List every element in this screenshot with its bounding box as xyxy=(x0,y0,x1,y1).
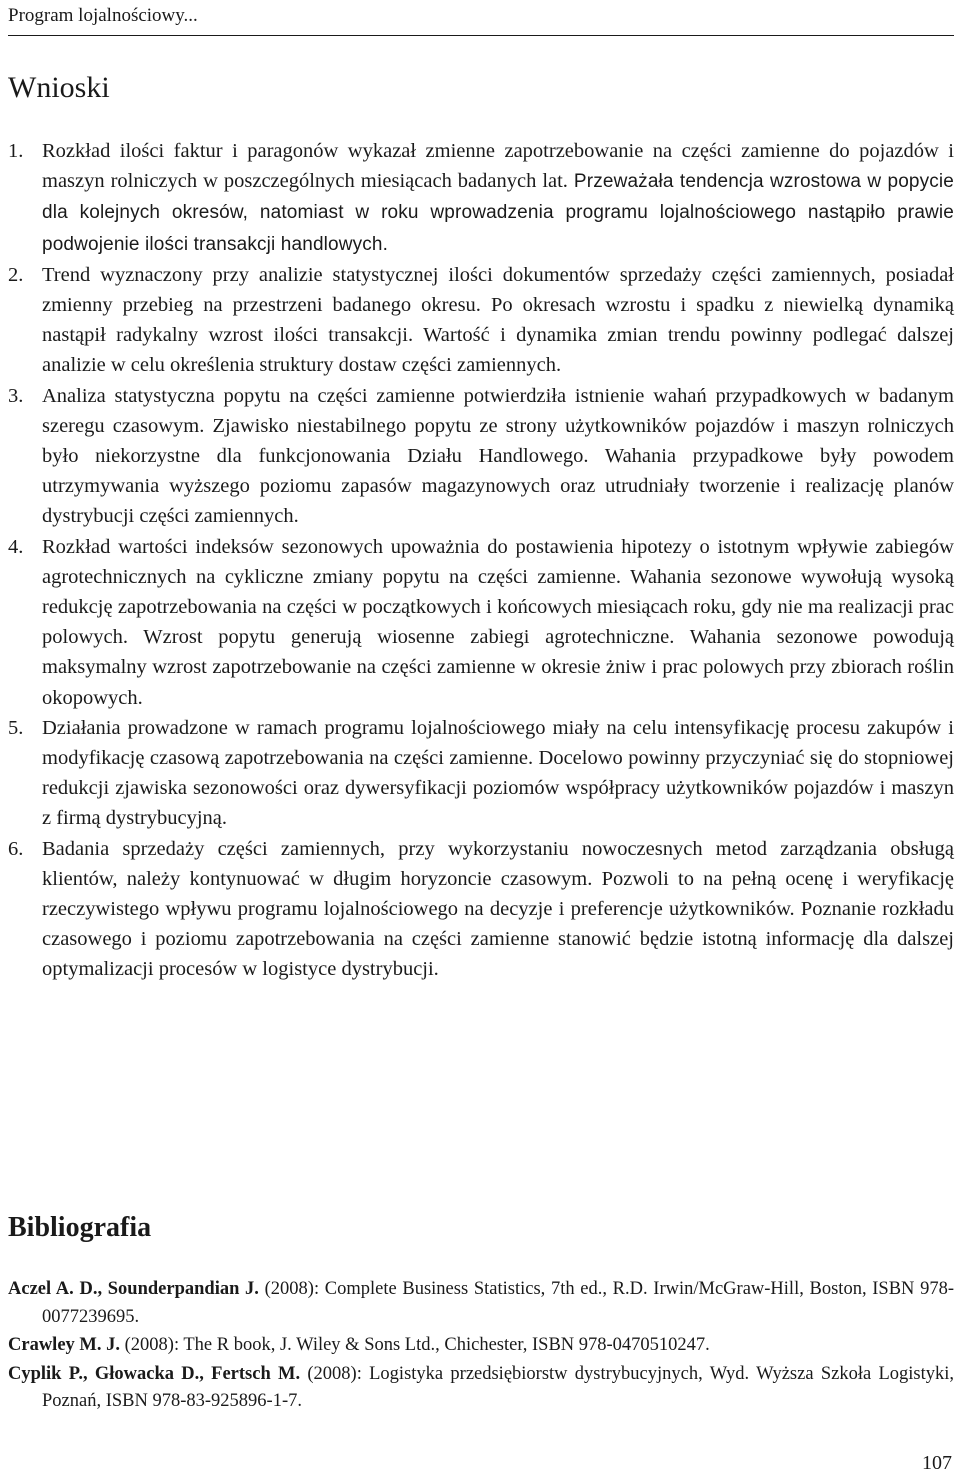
conclusion-text: Trend wyznaczony przy analizie statystycznej ilości dokumentów sprzedaży części zamiennych, posiadał zmienny przebieg na przestrzeni badanego okresu. Po okresach wzrostu i spadku z niewielką dynamiką nastąpił radykalny wzrost ilości transakcji. Wartość i dynamika zmian trendu powinny podlegać dalszej analizie w celu określenia struktury dostaw części zamiennych. xyxy=(42,263,954,377)
bibliography-title: Bibliografia xyxy=(8,1212,152,1243)
bibliography-authors: Aczel A. D., Sounderpandian J. xyxy=(8,1279,259,1299)
conclusion-item-3 xyxy=(8,381,954,532)
conclusions-title: Wnioski xyxy=(8,71,110,104)
conclusion-text: Badania sprzedaży części zamiennych, przy wykorzystaniu nowoczesnych metod zarządzania obsługą klientów, należy kontynuować w długim horyzoncie czasowym. Pozwoli to na pełną ocenę i weryfikację rzeczywistego wpływu programu lojalnościowego na decyzje i preferencje użytkowników. Poznanie rozkładu czasowego i poziomu zapotrzebowania na części zamienne stanowić będzie istotną informację dla dalszej optymalizacji procesów w logistyce dystrybucji. xyxy=(42,837,954,981)
bibliography-details: (2008): Logistyka przedsiębiorstw dystrybucyjnych, Wyd. Wyższa Szkoła Logistyki, Poznań, ISBN 978-83-925896-1-7. xyxy=(42,1363,954,1411)
conclusion-item-6 xyxy=(8,834,954,985)
conclusion-item-2 xyxy=(8,260,954,381)
bibliography-authors: Crawley M. J. xyxy=(8,1335,120,1355)
header-rule xyxy=(8,35,954,36)
conclusion-number: 5. xyxy=(8,716,24,739)
page-number: 107 xyxy=(922,1452,952,1474)
conclusion-number: 4. xyxy=(8,535,24,558)
bibliography-list xyxy=(8,1276,954,1417)
conclusion-text-serif: Rozkład ilości faktur i paragonów wykazał zmienne zapotrzebowanie na części zamienne do pojazdów i maszyn rolniczych w poszczególnych miesiącach badanych lat. xyxy=(42,140,954,193)
conclusion-item-4 xyxy=(8,532,954,713)
conclusion-item-1 xyxy=(8,136,954,260)
bibliography-details: (2008): The R book, J. Wiley & Sons Ltd., Chichester, ISBN 978-0470510247. xyxy=(120,1335,710,1355)
conclusion-text: Działania prowadzone w ramach programu lojalnościowego miały na celu intensyfikację procesu zakupów i modyfikację czasową zapotrzebowania na części zamienne. Docelowo powinny przyczyniać się do stopniowej redukcji zjawiska sezonowości oraz dywersyfikacji poziomów współpracy użytkowników pojazdów i maszyn z firmą dystrybucyjną. xyxy=(42,716,954,830)
conclusion-item-5 xyxy=(8,713,954,834)
bibliography-details: (2008): Complete Business Statistics, 7th ed., R.D. Irwin/McGraw-Hill, Boston, ISBN 978-0077239695. xyxy=(42,1279,954,1327)
bibliography-entry xyxy=(8,1361,954,1416)
running-header: Program lojalnościowy... xyxy=(8,5,198,26)
bibliography-authors: Cyplik P., Głowacka D., Fertsch M. xyxy=(8,1363,301,1384)
conclusion-text: Analiza statystyczna popytu na części zamienne potwierdziła istnienie wahań przypadkowych w badanym szeregu czasowym. Zjawisko niestabilnego popytu ze strony użytkowników pojazdów i maszyn rolniczych było niekorzystne dla funkcjonowania Działu Handlowego. Wahania przypadkowe były powodem utrzymywania wyższego poziomu zapasów magazynowych oraz utrudniały tworzenie i realizację planów dystrybucji części zamiennych. xyxy=(42,384,954,528)
conclusion-number: 2. xyxy=(8,263,24,286)
bibliography-entry xyxy=(8,1332,954,1360)
bibliography-entry xyxy=(8,1276,954,1331)
conclusions-list xyxy=(8,136,954,985)
conclusion-number: 1. xyxy=(8,140,24,162)
conclusion-text-sans: Przeważała tendencja wzrostowa w popycie dla kolejnych okresów, natomiast w roku wprowadzenia programu lojalnościowego nastąpiło prawie podwojenie ilości transakcji handlowych. xyxy=(42,171,955,255)
conclusion-number: 3. xyxy=(8,384,24,407)
conclusion-number: 6. xyxy=(8,837,24,860)
conclusion-text: Rozkład wartości indeksów sezonowych upoważnia do postawienia hipotezy o istotnym wpływie zabiegów agrotechnicznych na cykliczne zmiany popytu na części zamienne. Wahania sezonowe wywołują wysoką redukcję zapotrzebowania na części w początkowych i końcowych miesiącach roku, gdy nie ma realizacji prac polowych. Wzrost popytu generują wiosenne zabiegi agrotechniczne. Wahania sezonowe powodują maksymalny wzrost zapotrzebowanie na części zamienne w okresie żniw i prac polowych przy zbiorach roślin okopowych. xyxy=(42,535,954,709)
